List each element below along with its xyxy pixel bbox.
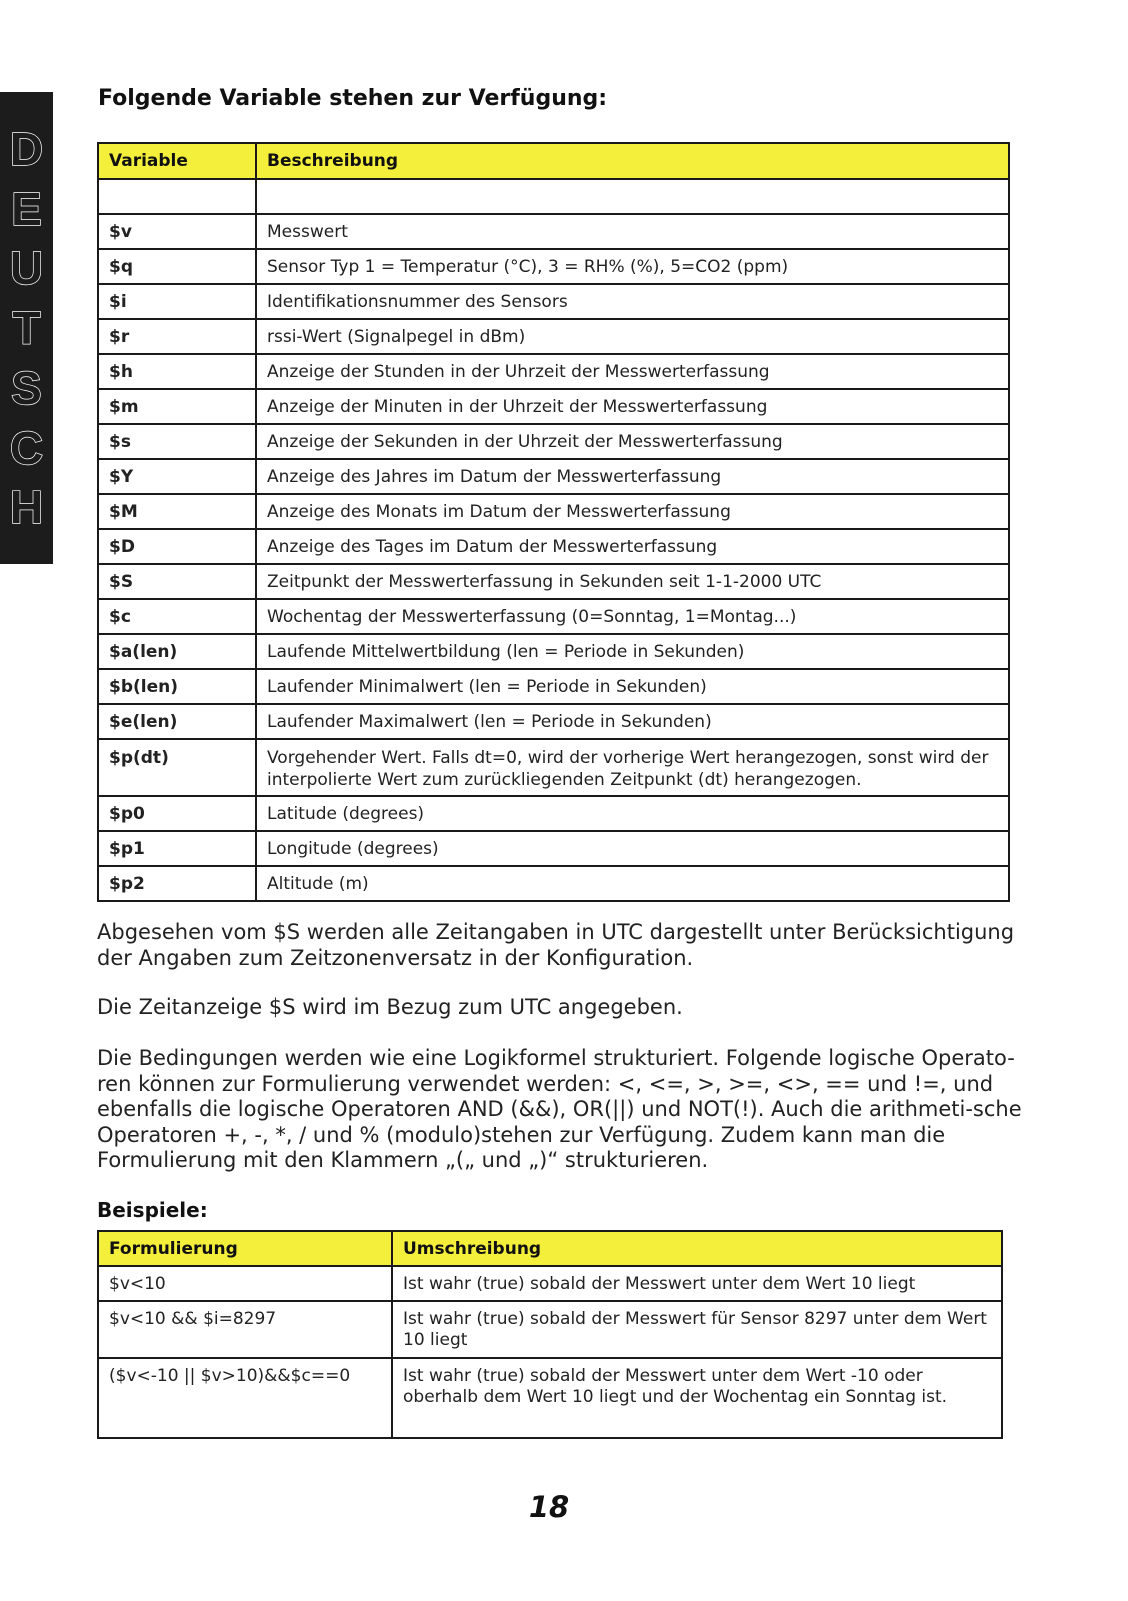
paragraph-operators: Die Bedingungen werden wie eine Logikformel strukturiert. Folgende logische Operato-ren können zur Formulierung verwendet werden: <, <=, >, >=, <>, == und !=, und ebenfalls die logische Operatoren AND (&&), OR(||) und NOT(!). Auch die arithmeti-sche Operatoren +, -, *, / und % (modulo)stehen zur Verfügung. Zudem kann man die Formulierung mit den Klammern „(„ und „)“ strukturieren. (97, 1046, 1022, 1172)
description-cell: Latitude (degrees) (256, 796, 1009, 831)
variable-cell: $a(len) (98, 634, 256, 669)
description-cell: Anzeige der Minuten in der Uhrzeit der Messwerterfassung (256, 389, 1009, 424)
table-row (98, 354, 1009, 389)
formulation-cell: ($v<-10 || $v>10)&&$c==0 (98, 1358, 392, 1438)
table-row (98, 669, 1009, 704)
table-row (98, 796, 1009, 831)
description-cell: Anzeige des Jahres im Datum der Messwerterfassung (256, 459, 1009, 494)
table-row (98, 494, 1009, 529)
column-header-explanation: Umschreibung (392, 1231, 1002, 1266)
side-tab-letter: C (9, 421, 44, 474)
explanation-cell: Ist wahr (true) sobald der Messwert unter dem Wert 10 liegt (392, 1266, 1002, 1301)
variable-cell: $c (98, 599, 256, 634)
description-cell: Sensor Typ 1 = Temperatur (°C), 3 = RH% (%), 5=CO2 (ppm) (256, 249, 1009, 284)
description-cell: Identifikationsnummer des Sensors (256, 284, 1009, 319)
variable-cell: $s (98, 424, 256, 459)
table-row (98, 249, 1009, 284)
variables-table (97, 142, 1010, 902)
table-row (98, 831, 1009, 866)
variable-cell: $e(len) (98, 704, 256, 739)
description-cell: Altitude (m) (256, 866, 1009, 901)
blank-cell (98, 179, 256, 214)
table-row (98, 564, 1009, 599)
language-side-tab (0, 92, 53, 564)
variable-cell: $Y (98, 459, 256, 494)
variable-cell: $p(dt) (98, 739, 256, 796)
table-row (98, 704, 1009, 739)
page-number: 18 (528, 1490, 570, 1524)
side-tab-letter: S (11, 361, 42, 414)
description-cell: Anzeige des Tages im Datum der Messwerterfassung (256, 529, 1009, 564)
table-row (98, 599, 1009, 634)
table-row (98, 214, 1009, 249)
formulation-cell: $v<10 && $i=8297 (98, 1301, 392, 1358)
side-tab-letter: D (9, 122, 44, 175)
description-cell: Longitude (degrees) (256, 831, 1009, 866)
description-cell: Laufender Maximalwert (len = Periode in Sekunden) (256, 704, 1009, 739)
description-cell: Anzeige des Monats im Datum der Messwerterfassung (256, 494, 1009, 529)
blank-row (98, 179, 1009, 214)
description-cell: Wochentag der Messwerterfassung (0=Sonntag, 1=Montag...) (256, 599, 1009, 634)
table-row (98, 459, 1009, 494)
paragraph-utc-note: Abgesehen vom $S werden alle Zeitangaben in UTC dargestellt unter Berücksichtigung der Angaben zum Zeitzonenversatz in der Konfiguration. (97, 920, 1015, 970)
table-row (98, 529, 1009, 564)
column-header-variable: Variable (98, 143, 256, 179)
column-header-description: Beschreibung (256, 143, 1009, 179)
variable-cell: $r (98, 319, 256, 354)
description-cell: Messwert (256, 214, 1009, 249)
description-cell: Laufende Mittelwertbildung (len = Periode in Sekunden) (256, 634, 1009, 669)
variable-cell: $q (98, 249, 256, 284)
variable-cell: $M (98, 494, 256, 529)
variable-cell: $h (98, 354, 256, 389)
side-tab-letter: U (9, 242, 44, 295)
table-row (98, 389, 1009, 424)
table-row (98, 424, 1009, 459)
description-cell: Zeitpunkt der Messwerterfassung in Sekunden seit 1-1-2000 UTC (256, 564, 1009, 599)
table-row (98, 634, 1009, 669)
side-tab-letter: E (11, 182, 42, 235)
table-row (98, 866, 1009, 901)
explanation-cell: Ist wahr (true) sobald der Messwert unter dem Wert -10 oder oberhalb dem Wert 10 liegt und der Wochentag ein Sonntag ist. (392, 1358, 1002, 1438)
description-cell: Anzeige der Stunden in der Uhrzeit der Messwerterfassung (256, 354, 1009, 389)
variable-cell: $p0 (98, 796, 256, 831)
description-cell: Laufender Minimalwert (len = Periode in Sekunden) (256, 669, 1009, 704)
formulation-cell: $v<10 (98, 1266, 392, 1301)
table-row (98, 284, 1009, 319)
table-row (98, 319, 1009, 354)
side-tab-letter: T (12, 302, 41, 354)
variable-cell: $p1 (98, 831, 256, 866)
variable-cell: $v (98, 214, 256, 249)
description-cell: Anzeige der Sekunden in der Uhrzeit der Messwerterfassung (256, 424, 1009, 459)
description-cell: Vorgehender Wert. Falls dt=0, wird der vorherige Wert herangezogen, sonst wird der interpolierte Wert zum zurückliegenden Zeitpunkt (dt) herangezogen. (256, 739, 1009, 796)
variable-cell: $m (98, 389, 256, 424)
variable-cell: $S (98, 564, 256, 599)
paragraph-s-reference: Die Zeitanzeige $S wird im Bezug zum UTC angegeben. (97, 995, 683, 1019)
explanation-cell: Ist wahr (true) sobald der Messwert für Sensor 8297 unter dem Wert 10 liegt (392, 1301, 1002, 1358)
table-row (98, 1266, 1002, 1301)
variable-cell: $D (98, 529, 256, 564)
variable-cell: $p2 (98, 866, 256, 901)
table-row (98, 1358, 1002, 1438)
table-header-row (98, 143, 1009, 179)
examples-title: Beispiele: (97, 1198, 208, 1222)
table-header-row (98, 1231, 1002, 1266)
column-header-formulation: Formulierung (98, 1231, 392, 1266)
table-row (98, 739, 1009, 796)
section-title: Folgende Variable stehen zur Verfügung: (98, 86, 608, 111)
variable-cell: $b(len) (98, 669, 256, 704)
variable-cell: $i (98, 284, 256, 319)
description-cell: rssi-Wert (Signalpegel in dBm) (256, 319, 1009, 354)
blank-cell (256, 179, 1009, 214)
side-tab-letter: H (9, 481, 44, 534)
examples-table (97, 1230, 1003, 1439)
table-row (98, 1301, 1002, 1358)
